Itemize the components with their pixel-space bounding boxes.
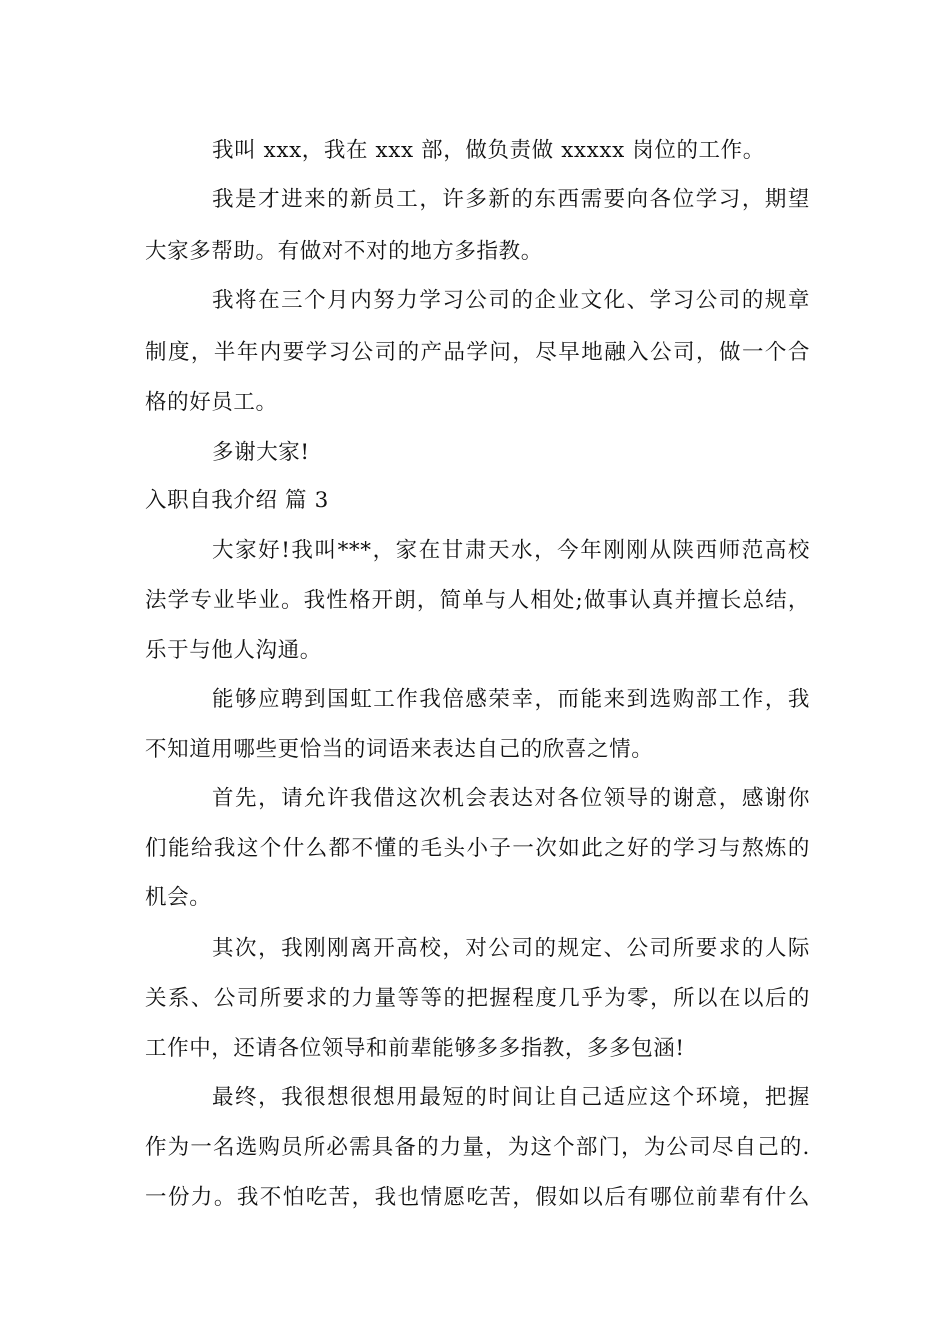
paragraph-line: 制度，半年内要学习公司的产品学问，尽早地融入公司，做一个合 [145, 340, 810, 365]
paragraph-line: 法学专业毕业。我性格开朗，简单与人相处;做事认真并擅长总结， [145, 588, 810, 613]
paragraph-line: 不知道用哪些更恰当的词语来表达自己的欣喜之情。 [145, 737, 654, 762]
paragraph-line: 一份力。我不怕吃苦，我也情愿吃苦，假如以后有哪位前辈有什么 [145, 1185, 810, 1210]
paragraph-line: 工作中，还请各位领导和前辈能够多多指教，多多包涵! [145, 1036, 685, 1061]
paragraph-line: 关系、公司所要求的力量等等的把握程度几乎为零，所以在以后的 [145, 986, 810, 1011]
paragraph-line: 我是才进来的新员工，许多新的东西需要向各位学习，期望 [212, 187, 810, 212]
paragraph-line: 机会。 [145, 885, 212, 910]
paragraph-line: 格的好员工。 [145, 390, 278, 415]
paragraph-line: 们能给我这个什么都不懂的毛头小子一次如此之好的学习与熬炼的 [145, 836, 810, 861]
paragraph-line: 我将在三个月内努力学习公司的企业文化、学习公司的规章 [212, 288, 810, 313]
paragraph-line: 首先，请允许我借这次机会表达对各位领导的谢意，感谢你 [212, 786, 810, 811]
paragraph-line: 大家好!我叫***，家在甘肃天水，今年刚刚从陕西师范高校 [212, 538, 810, 563]
paragraph-line: 其次，我刚刚离开高校，对公司的规定、公司所要求的人际 [212, 936, 810, 961]
paragraph-line: 最终，我很想很想用最短的时间让自己适应这个环境，把握 [212, 1085, 810, 1110]
section-heading: 入职自我介绍 篇 3 [145, 488, 329, 513]
paragraph-line: 作为一名选购员所必需具备的力量，为这个部门，为公司尽自己的. [145, 1135, 810, 1160]
paragraph-line: 多谢大家! [212, 440, 310, 465]
paragraph-line: 能够应聘到国虹工作我倍感荣幸，而能来到选购部工作，我 [212, 687, 810, 712]
paragraph-line: 大家多帮助。有做对不对的地方多指教。 [145, 239, 543, 264]
paragraph-line: 乐于与他人沟通。 [145, 638, 322, 663]
paragraph-line: 我叫 xxx，我在 xxx 部，做负责做 xxxxx 岗位的工作。 [212, 138, 765, 163]
